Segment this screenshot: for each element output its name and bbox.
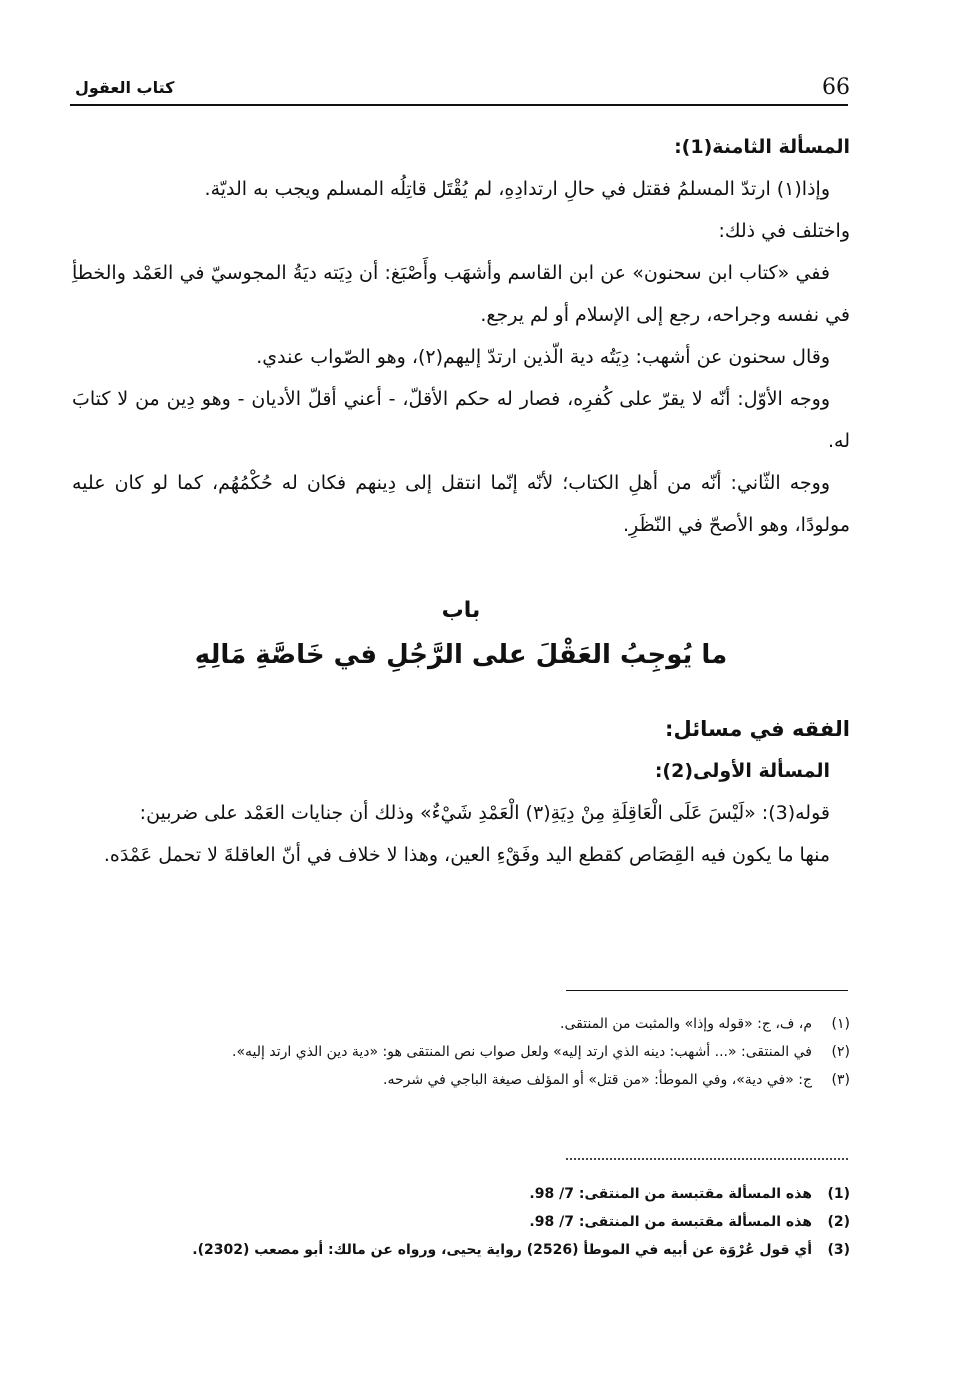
footnote-separator [566,990,848,991]
section-masala-8 [72,126,850,546]
footnote-text: هذه المسألة مقتبسة من المنتقى: 7/ 98. [529,1186,812,1202]
footnote-text: م، ف، ج: «قوله وإذا» والمثبت من المنتقى. [560,1016,812,1032]
running-title: كتاب العقول [75,77,175,97]
paragraph: واختلف في ذلك: [718,220,850,242]
paragraph: قوله(3): «لَيْسَ عَلَى الْعَاقِلَةِ مِنْ دِيَةِ(٣) الْعَمْدِ شَيْءٌ» وذلك أن جنايات العَمْد على ضربين: [139,802,830,824]
footnote-text: في المنتقى: «... أشهب: دينه الذي ارتد إليه» ولعل صواب نص المنتقى هو: «دية دين الذي ارتد إليه». [232,1044,812,1060]
footnote [72,1236,850,1264]
paragraph: منها ما يكون فيه القِصَاص كقطع اليد وفَقْءِ العين، وهذا لا خلاف في أنّ العاقلةَ لا تحمل عَمْدَه. [103,844,830,866]
footnote [72,1038,850,1066]
header-rule [70,104,848,106]
paragraph: ففي «كتاب ابن سحنون» عن ابن القاسم وأشهَب وأَصْبَغ: أن دِيَته ديَةُ المجوسيّ في العَمْد والخطأِ في نفسه وجراحه، رجع إلى الإسلام أو لم يرجع. [72,262,850,326]
footnote-number: (3) [827,1242,850,1258]
chapter-label: باب [441,598,481,623]
footnote [72,1010,850,1038]
paragraph: ووجه الأوّل: أنّه لا يقرّ على كُفرِه، فصار له حكم الأقلّ، - أعني أقلّ الأديان - وهو دِين من لا كتابَ له. [72,388,850,452]
paragraph: وقال سحنون عن أشهب: دِيَتُه دية الّذين ارتدّ إليهم(٢)، وهو الصّواب عندي. [256,346,830,368]
fiqh-heading: الفقه في مسائل: [665,717,850,741]
footnote-number: (٣) [831,1072,850,1088]
footnote-number: (2) [827,1214,850,1230]
section-heading: المسألة الثامنة(1): [674,136,850,158]
footnote [72,1208,850,1236]
footnote-number: (1) [827,1186,850,1202]
page-number: 66 [822,74,850,100]
footnote-number: (١) [831,1016,850,1032]
manuscript-footnotes [72,1010,850,1094]
section-masala-1 [72,708,850,876]
paragraph: وإذا(١) ارتدّ المسلمُ فقتل في حالِ ارتدادِهِ، لم يُقْتَل قاتِلُه المسلم ويجب به الديّة. [204,178,830,200]
editor-footnotes [72,1180,850,1264]
footnote-text: ج: «في دية»، وفي الموطأ: «من قتل» أو المؤلف صيغة الباجي في شرحه. [383,1072,812,1088]
footnote-text: هذه المسألة مقتبسة من المنتقى: 7/ 98. [529,1214,812,1230]
footnote [72,1066,850,1094]
footnote-text: أي قول عُرْوَة عن أبيه في الموطأ (2526) رواية يحيى، ورواه عن مالك: أبو مصعب (2302). [192,1242,812,1258]
paragraph: ووجه الثّاني: أنّه من أهلِ الكتاب؛ لأنّه إنّما انتقل إلى دِينهم فكان له حُكْمُهُم، كما لو كان عليه مولودًا، وهو الأصحّ في النّظَرِ. [72,472,850,536]
chapter-title: ما يُوجِبُ العَقْلَ على الرَّجُلِ في خَاصَّةِ مَالِهِ [194,640,728,670]
page-header [75,70,850,104]
section-heading: المسألة الأولى(2): [654,760,830,782]
footnote [72,1180,850,1208]
footnote-number: (٢) [831,1044,850,1060]
footnote-separator-dotted [566,1158,848,1160]
